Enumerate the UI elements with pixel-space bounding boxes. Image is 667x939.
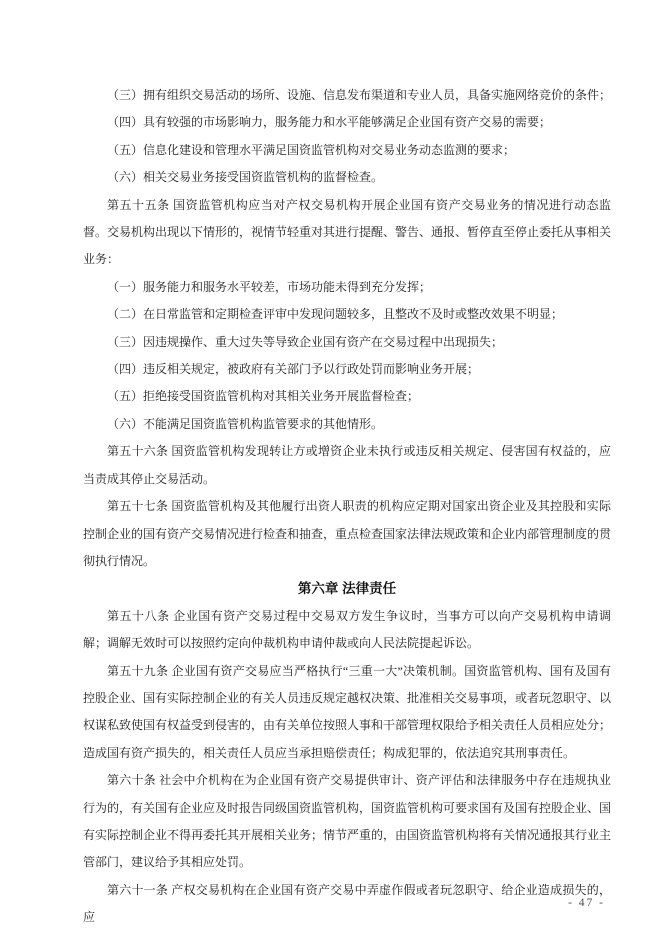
list-item: （四）违反相关规定，被政府有关部门予以行政处罚而影响业务开展； [107,362,480,377]
article-paragraph: 第五十六条 国资监管机构发现转让方或增资企业未执行或违反相关规定、侵害国有权益的，应当责成其停止交易活动。 [83,444,611,486]
article-paragraph: 第六十条 社会中介机构在为企业国有资产交易提供审计、资产评估和法律服务中存在违规执业行为的，有关国有企业应及时报告同级国资监管机构，国资监管机构可要求国有及国有控股企业、国有实际控制企业不得再委托其开展相关业务；情节严重的，由国资监管机构将有关情况通报其行业主管部门，建议给予其相应处罚。 [83,773,612,870]
list-item: （五）信息化建设和管理水平满足国资监管机构对交易业务动态监测的要求； [107,142,516,157]
article-paragraph: 第五十八条 企业国有资产交易过程中交易双方发生争议时，当事方可以向产交易机构申请调解；调解无效时可以按照约定向仲裁机构申请仲裁或向人民法院提起诉讼。 [83,608,611,651]
article-paragraph: 第五十九条 企业国有资产交易应当严格执行“三重一大”决策机制。国资监管机构、国有及国有控股企业、国有实际控制企业的有关人员违反规定越权决策、批准相关交易事项，或者玩忽职守、以权谋私致使国有权益受到侵害的，由有关单位按照人事和干部管理权限给予相关责任人员相应处分；造成国有资产损失的，相关责任人员应当承担赔偿责任；构成犯罪的，依法追究其刑事责任。 [83,663,612,760]
list-item: （六）不能满足国资监管机构监管要求的其他情形。 [107,416,384,431]
article-paragraph: 第六十一条 产权交易机构在企业国有资产交易中弄虚作假或者玩忽职守、给企业造成损失的，应 [83,882,611,925]
chapter-heading: 第六章 法律责任 [297,581,397,597]
list-item: （六）相关交易业务接受国资监管机构的监督检查。 [107,170,384,185]
page-number: - 47 - [568,897,605,909]
list-item: （四）具有较强的市场影响力，服务能力和水平能够满足企业国有资产交易的需要； [107,115,552,130]
list-item: （五）拒绝接受国资监管机构对其相关业务开展监督检查； [107,389,420,404]
list-item: （三）拥有组织交易活动的场所、设施、信息发布渠道和专业人员，具备实施网络竞价的条件； [107,88,612,102]
list-item: （一）服务能力和服务水平较差，市场功能未得到充分发挥； [107,279,432,294]
document-body [83,82,611,932]
list-item: （二）在日常监管和定期检查评审中发现问题较多，且整改不及时或整改效果不明显； [107,307,564,322]
list-item: （三）因违规操作、重大过失等导致企业国有资产在交易过程中出现损失； [107,334,504,349]
article-paragraph: 第五十七条 国资监管机构及其他履行出资人职责的机构应定期对国家出资企业及其控股和实际控制企业的国有资产交易情况进行检查和抽查，重点检查国家法律法规政策和企业内部管理制度的贯彻执行情况。 [83,499,612,568]
article-paragraph: 第五十五条 国资监管机构应当对产权交易机构开展企业国有资产交易业务的情况进行动态监督。交易机构出现以下情形的，视情节轻重对其进行提醒、警告、通报、暂停直至停止委托从事相关业务： [83,197,612,267]
